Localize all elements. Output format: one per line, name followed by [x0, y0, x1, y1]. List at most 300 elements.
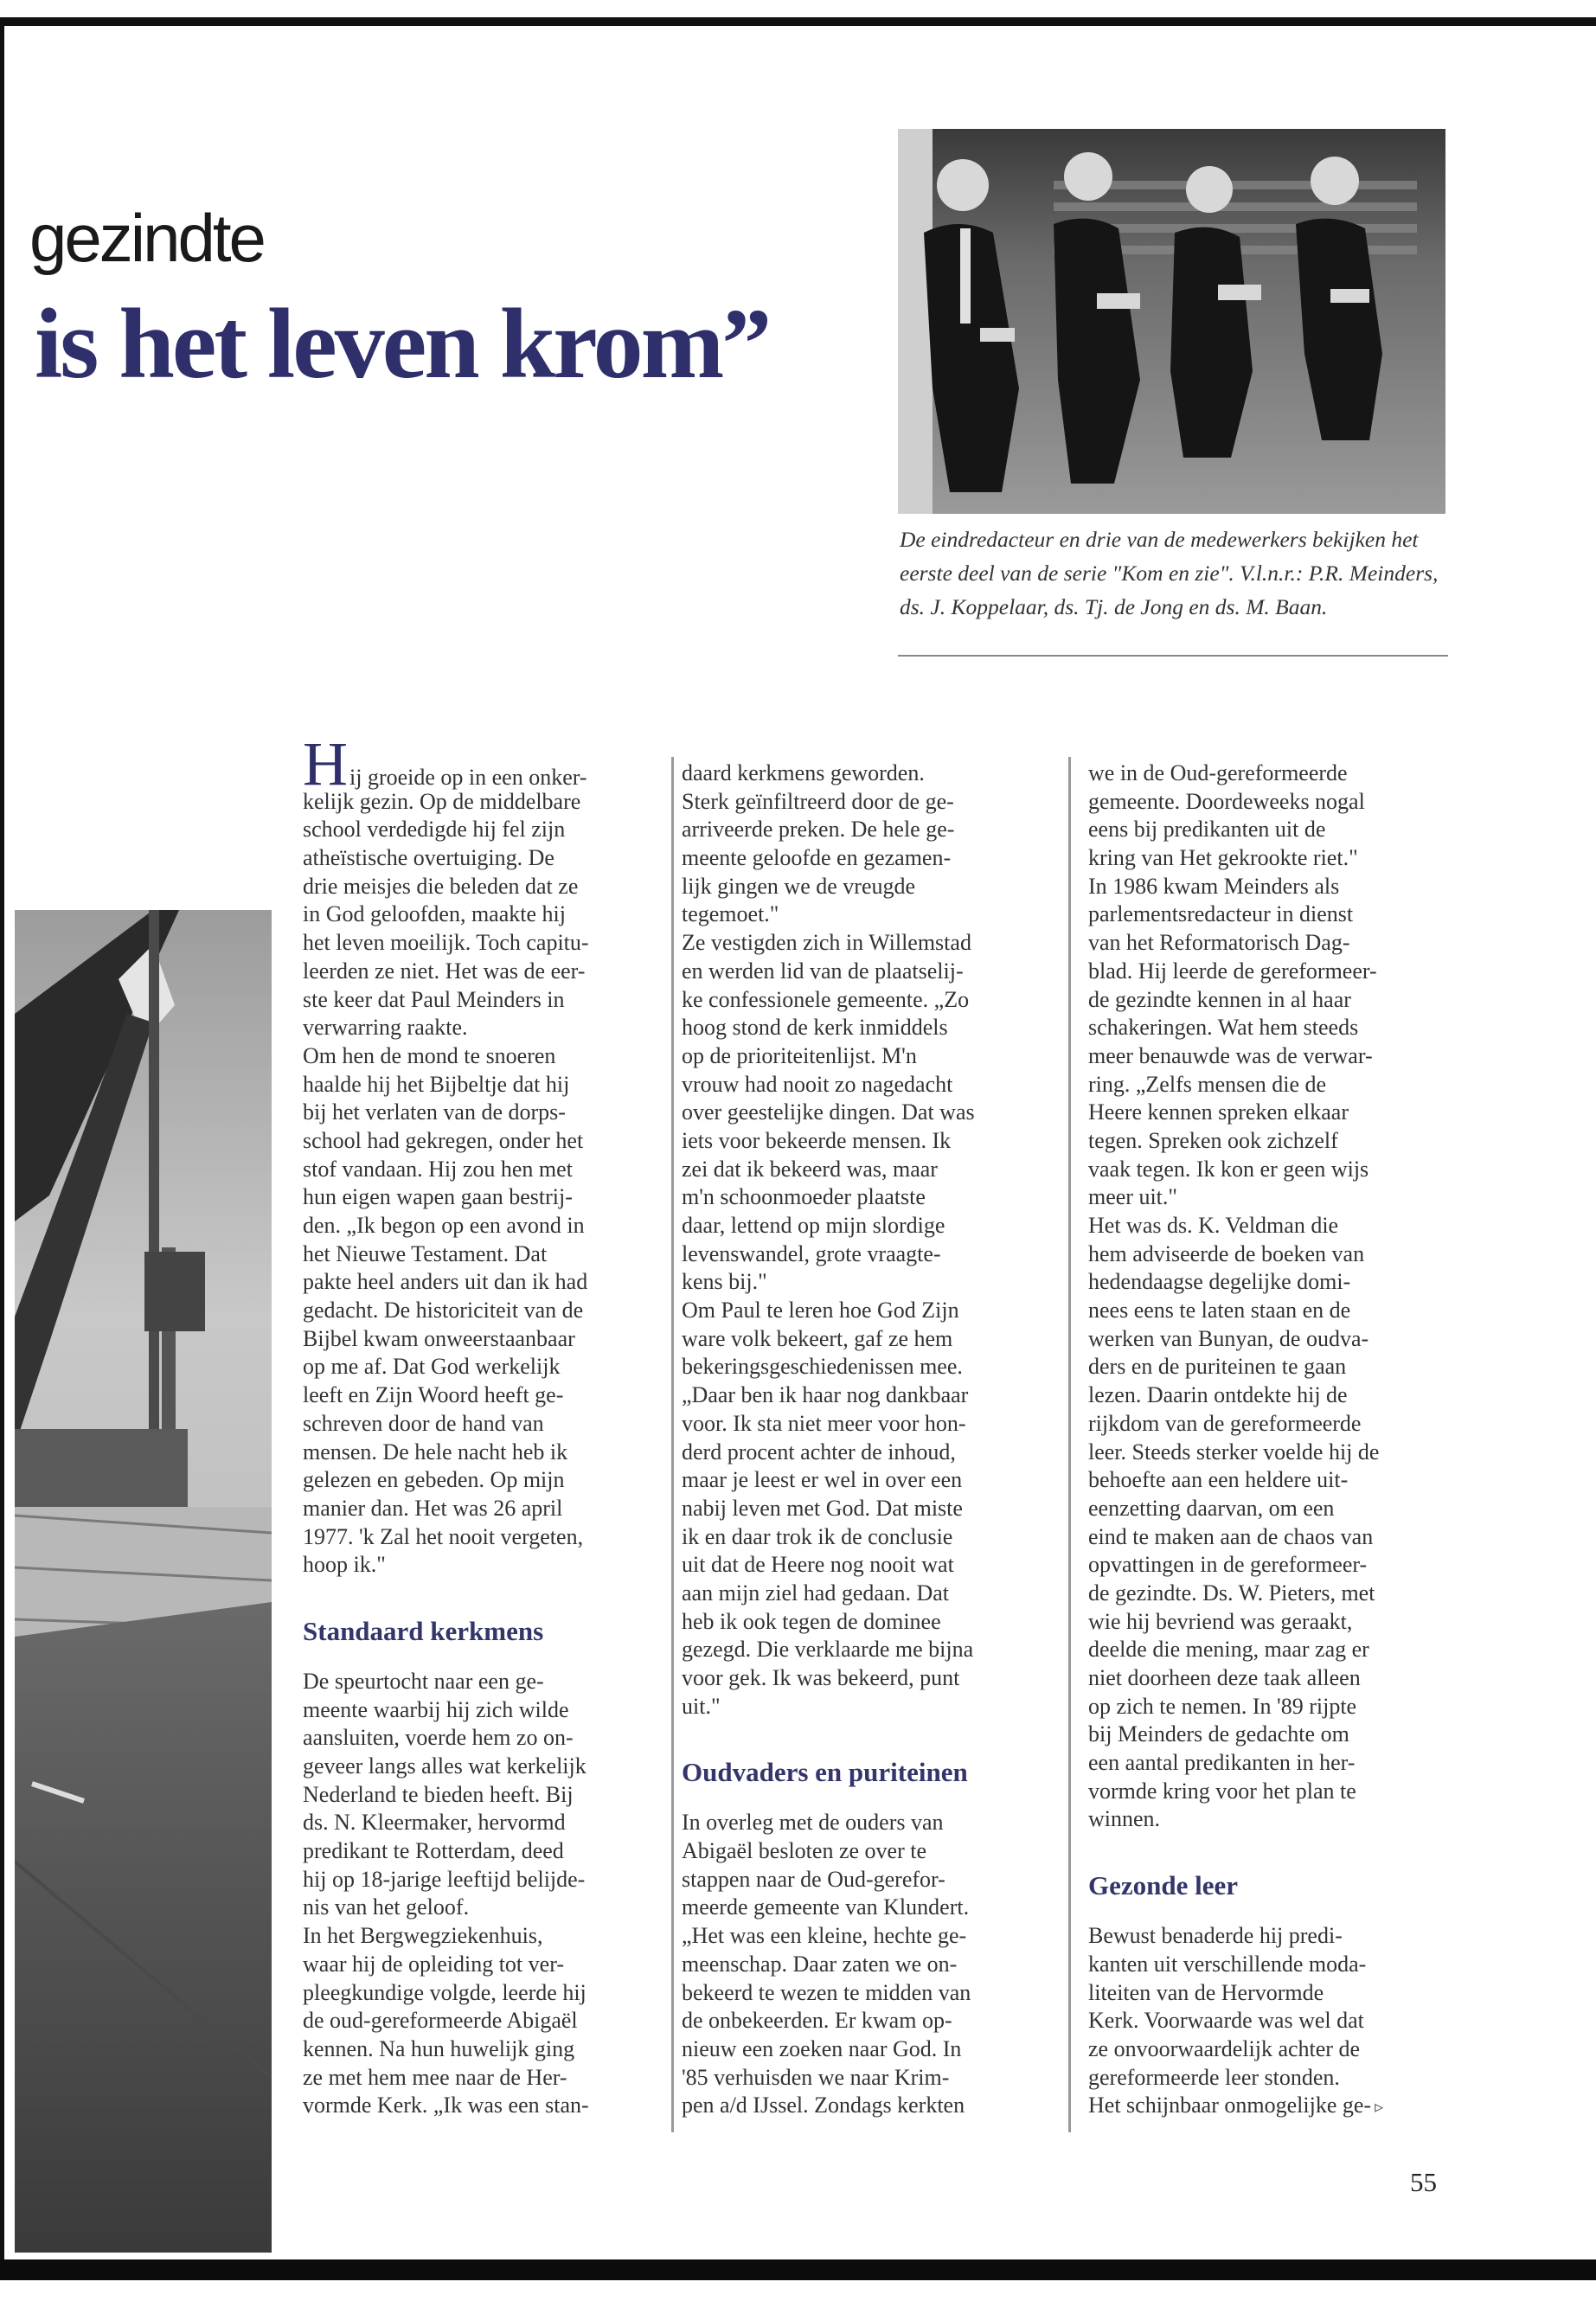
line-text: hij op 18-jarige leeftijd belijde- [303, 1866, 586, 1892]
text-line [1088, 1951, 1452, 1979]
text-line [1088, 2007, 1452, 2035]
line-text: De speurtocht naar een ge- [303, 1668, 544, 1694]
line-text: nis van het geloof. [303, 1894, 470, 1920]
line-text: daard kerkmens geworden. [682, 760, 925, 785]
line-text: zei dat ik bekeerd was, maar [682, 1156, 938, 1182]
line-text: ze met hem mee naar de Her- [303, 2064, 567, 2090]
text-line [303, 1439, 662, 1467]
line-text: 1977. 'k Zal het nooit vergeten, [303, 1523, 584, 1549]
line-text: ste keer dat Paul Meinders in [303, 986, 565, 1012]
text-line [682, 2035, 1049, 2064]
paragraph [303, 1922, 662, 2120]
line-text: In 1986 kwam Meinders als [1088, 873, 1340, 899]
text-line [682, 1979, 1049, 2008]
line-text: niet doorheen deze taak alleen [1088, 1665, 1361, 1690]
text-line [682, 1636, 1049, 1664]
text-line [682, 1268, 1049, 1297]
text-line [303, 1495, 662, 1523]
line-text: meer uit." [1088, 1184, 1178, 1210]
text-line [303, 1325, 662, 1354]
text-line [1088, 816, 1452, 844]
line-text: tegen. Spreken ook zichzelf [1088, 1127, 1338, 1153]
line-text: gezegd. Die verklaarde me bijna [682, 1637, 974, 1663]
line-text: aansluiten, voerde hem zo on- [303, 1725, 574, 1751]
section-heading: Gezonde leer [1088, 1870, 1239, 1901]
line-text: geveer langs alles wat kerkelijk [303, 1753, 586, 1779]
line-text: nees eens te laten staan en de [1088, 1298, 1351, 1324]
text-line [682, 1183, 1049, 1212]
text-line [682, 986, 1049, 1015]
line-text: drie meisjes die beleden dat ze [303, 873, 579, 899]
line-text: hoog stond de kerk inmiddels [682, 1015, 948, 1041]
text-line [682, 2007, 1049, 2035]
line-text: school had gekregen, onder het [303, 1127, 584, 1153]
text-line [682, 1410, 1049, 1439]
text-line [1088, 901, 1452, 929]
line-text: In het Bergwegziekenhuis, [303, 1923, 543, 1949]
line-text: haalde hij het Bijbeltje dat hij [303, 1071, 570, 1097]
line-text: aan mijn ziel had gedaan. Dat [682, 1580, 949, 1606]
text-line [682, 816, 1049, 844]
text-line [1088, 1608, 1452, 1637]
line-text: bekeerd te wezen te midden van [682, 1979, 971, 2005]
line-text: schakeringen. Wat hem steeds [1088, 1015, 1359, 1041]
line-text: iets voor bekeerde mensen. Ik [682, 1127, 952, 1153]
line-text: rijkdom van de gereformeerde [1088, 1410, 1362, 1436]
line-text: uit." [682, 1693, 721, 1719]
text-line [682, 1014, 1049, 1042]
line-text: ware volk bekeert, gaf ze hem [682, 1325, 953, 1351]
line-text: arriveerde preken. De hele ge- [682, 817, 955, 843]
text-line [682, 1580, 1049, 1608]
text-line [303, 2035, 662, 2064]
line-text: tegemoet." [682, 901, 779, 927]
line-text: mensen. De hele nacht heb ik [303, 1439, 568, 1465]
text-line [303, 1212, 662, 1240]
line-text: levenswandel, grote vraagte- [682, 1240, 941, 1266]
line-text: m'n schoonmoeder plaatste [682, 1184, 926, 1210]
line-text: leer. Steeds sterker voelde hij de [1088, 1439, 1380, 1465]
text-line [682, 1325, 1049, 1354]
line-text: lezen. Daarin ontdekte hij de [1088, 1382, 1348, 1408]
line-text: derd procent achter de inhoud, [682, 1439, 956, 1465]
line-text: uit dat de Heere nog nooit wat [682, 1552, 954, 1578]
line-text: Kerk. Voorwaarde was wel dat [1088, 2008, 1364, 2034]
line-text: we in de Oud-gereformeerde [1088, 760, 1348, 785]
text-line [303, 816, 662, 844]
text-line [1088, 1778, 1452, 1806]
text-line [1088, 958, 1452, 986]
line-text: parlementsredacteur in dienst [1088, 901, 1354, 927]
line-text: stof vandaan. Hij zou hen met [303, 1156, 573, 1182]
line-text: op de prioriteitenlijst. M'n [682, 1042, 917, 1068]
text-line [682, 2064, 1049, 2093]
column-divider [671, 757, 674, 2132]
text-line [1088, 844, 1452, 873]
line-text: behoefte aan een heldere uit- [1088, 1467, 1349, 1493]
line-text: op zich te nemen. In '89 rijpte [1088, 1693, 1357, 1719]
line-text: hem adviseerde de boeken van [1088, 1240, 1365, 1266]
page-number: 55 [1410, 2167, 1437, 2197]
line-text: heb ik ook tegen de dominee [682, 1608, 941, 1634]
text-line [682, 1693, 1049, 1721]
text-line [682, 1495, 1049, 1523]
text-line [1088, 986, 1452, 1015]
page-top-border [0, 17, 1596, 26]
text-line [303, 1551, 662, 1580]
text-line [682, 2092, 1049, 2120]
line-text: '85 verhuisden we naar Krim- [682, 2064, 950, 2090]
line-text: voor gek. Ik was bekeerd, punt [682, 1665, 960, 1690]
paragraph [682, 929, 1049, 1297]
text-line [682, 1951, 1049, 1979]
line-text: waar hij de opleiding tot ver- [303, 1951, 564, 1977]
line-text: hedendaagse degelijke domi- [1088, 1269, 1351, 1295]
text-line [303, 1979, 662, 2008]
line-text: eenzetting daarvan, om een [1088, 1495, 1335, 1521]
line-text: meente waarbij hij zich wilde [303, 1696, 569, 1722]
text-line [1088, 1381, 1452, 1410]
text-line [303, 2064, 662, 2093]
line-text: ders en de puriteinen te gaan [1088, 1354, 1347, 1380]
line-text: ik en daar trok ik de conclusie [682, 1523, 953, 1549]
line-text: In overleg met de ouders van [682, 1810, 944, 1836]
paragraph [303, 1042, 662, 1580]
line-text: in God geloofden, maakte hij [303, 901, 566, 927]
paragraph [303, 729, 662, 1042]
text-line [682, 873, 1049, 901]
line-text: Het was ds. K. Veldman die [1088, 1213, 1339, 1238]
headline-kicker: gezindte [29, 200, 264, 276]
text-line [303, 2092, 662, 2120]
text-line [682, 1523, 1049, 1552]
line-text: Bewust benaderde hij predi- [1088, 1923, 1343, 1949]
text-line [682, 1551, 1049, 1580]
text-line [303, 1781, 662, 1810]
line-text: lijk gingen we de vreugde [682, 873, 916, 899]
text-line [1088, 1523, 1452, 1552]
text-line [303, 1014, 662, 1042]
line-text: het Nieuwe Testament. Dat [303, 1240, 548, 1266]
line-text: leeft en Zijn Woord heeft ge- [303, 1382, 564, 1408]
text-line [682, 1439, 1049, 1467]
text-line [682, 1353, 1049, 1381]
line-text: manier dan. Het was 26 april [303, 1495, 563, 1521]
text-line [1088, 1240, 1452, 1269]
text-line [1088, 873, 1452, 901]
text-line [682, 1042, 1049, 1071]
text-line [1088, 2064, 1452, 2093]
paragraph [682, 1297, 1049, 1721]
text-line [303, 1866, 662, 1894]
line-text: nabij leven met God. Dat miste [682, 1495, 963, 1521]
drop-cap: H [303, 729, 348, 798]
line-text: kennen. Na hun huwelijk ging [303, 2035, 575, 2061]
text-line [1088, 1439, 1452, 1467]
line-text: leerden ze niet. Het was de eer- [303, 958, 586, 984]
line-text: kanten uit verschillende moda- [1088, 1951, 1367, 1977]
text-line [1088, 1721, 1452, 1749]
line-text: pakte heel anders uit dan ik had [303, 1269, 588, 1295]
article-column-1 [303, 729, 662, 2120]
text-line [682, 1156, 1049, 1184]
line-text: school verdedigde hij fel zijn [303, 817, 566, 843]
line-text: liteiten van de Hervormde [1088, 1979, 1324, 2005]
text-line [303, 1156, 662, 1184]
paragraph [682, 760, 1049, 929]
text-line [303, 1922, 662, 1951]
continue-arrow-icon: ▹ [1375, 2098, 1384, 2118]
line-text: „Het was een kleine, hechte ge- [682, 1923, 967, 1949]
text-line [303, 1837, 662, 1866]
text-line [682, 1664, 1049, 1693]
line-text: blad. Hij leerde de gereformeer- [1088, 958, 1377, 984]
text-line [1088, 1014, 1452, 1042]
line-text: kelijk gezin. Op de middelbare [303, 788, 581, 814]
text-line [682, 1071, 1049, 1099]
line-text: Nederland te bieden heeft. Bij [303, 1781, 574, 1807]
line-text: Bijbel kwam onweerstaanbaar [303, 1325, 575, 1351]
text-line [303, 1381, 662, 1410]
text-line [1088, 1922, 1452, 1951]
text-line [303, 2007, 662, 2035]
paragraph [1088, 1212, 1452, 1834]
text-line [1088, 1353, 1452, 1381]
line-text: meerde gemeente van Klundert. [682, 1894, 970, 1920]
text-line [303, 1042, 662, 1071]
text-line [1088, 1156, 1452, 1184]
line-text: Sterk geïnfiltreerd door de ge- [682, 788, 954, 814]
line-text: bij Meinders de gedachte om [1088, 1721, 1349, 1747]
paragraph [682, 1809, 1049, 2120]
text-line [1088, 1071, 1452, 1099]
line-text: eind te maken aan de chaos van [1088, 1523, 1374, 1549]
text-line [682, 901, 1049, 929]
text-line [682, 760, 1049, 788]
text-line [303, 844, 662, 873]
line-text: pen a/d IJssel. Zondags kerkten [682, 2093, 965, 2118]
paragraph [303, 1668, 662, 1922]
text-line [1088, 1268, 1452, 1297]
section-heading: Oudvaders en puriteinen [682, 1757, 968, 1788]
line-text: ds. N. Kleermaker, hervormd [303, 1810, 566, 1836]
text-line [1088, 1127, 1452, 1156]
paragraph [1088, 760, 1452, 873]
line-text: over geestelijke dingen. Dat was [682, 1099, 975, 1125]
text-line [1088, 2035, 1452, 2064]
line-text: gereformeerde leer stonden. [1088, 2064, 1340, 2090]
line-text: wie hij bevriend was geraakt, [1088, 1608, 1353, 1634]
line-text: gemeente. Doordeweeks nogal [1088, 788, 1365, 814]
line-text: kring van Het gekrookte riet." [1088, 845, 1358, 871]
text-line [682, 1240, 1049, 1269]
text-line [303, 1240, 662, 1269]
line-text: de onbekeerden. Er kwam op- [682, 2008, 952, 2034]
line-text: op me af. Dat God werkelijk [303, 1354, 561, 1380]
text-line [682, 1466, 1049, 1495]
line-text: vormde kring voor het plan te [1088, 1778, 1356, 1804]
line-text: vormde Kerk. „Ik was een stan- [303, 2093, 589, 2118]
line-text: eens bij predikanten uit de [1088, 817, 1326, 843]
bridge-photo [15, 910, 272, 2253]
text-line [303, 1951, 662, 1979]
line-text: schreven door de hand van [303, 1410, 544, 1436]
text-line [682, 788, 1049, 817]
line-text: ke confessionele gemeente. „Zo [682, 986, 970, 1012]
article-column-2 [682, 760, 1049, 2120]
text-line [303, 1297, 662, 1325]
text-line [303, 1183, 662, 1212]
line-text: den. „Ik begon op een avond in [303, 1213, 585, 1238]
line-text: de gezindte. Ds. W. Pieters, met [1088, 1580, 1375, 1606]
headline: is het leven krom” [35, 289, 770, 400]
text-line [303, 1127, 662, 1156]
line-text: meente geloofde en gezamen- [682, 845, 952, 871]
text-line [1088, 1495, 1452, 1523]
text-line [1088, 929, 1452, 958]
text-line [1088, 1551, 1452, 1580]
text-line [1088, 1325, 1452, 1354]
text-line [303, 1668, 662, 1696]
text-line [303, 729, 662, 798]
text-line [303, 1353, 662, 1381]
line-text: vrouw had nooit zo nagedacht [682, 1071, 953, 1097]
line-text: meer benauwde was de verwar- [1088, 1042, 1373, 1068]
text-line [303, 1894, 662, 1922]
photo-caption: De eindredacteur en drie van de medewerkers bekijken het eerste deel van de serie "Kom en zie". V.l.n.r.: P.R. Meinders, ds. J. Koppelaar, ds. Tj. de Jong en ds. M. Baan. [900, 527, 1439, 619]
line-text: hun eigen wapen gaan bestrij- [303, 1184, 573, 1210]
text-line [682, 929, 1049, 958]
text-line [682, 1809, 1049, 1837]
text-line [1088, 788, 1452, 817]
text-line [303, 958, 662, 986]
line-text: werken van Bunyan, de oudva- [1088, 1325, 1369, 1351]
article-column-3 [1088, 760, 1452, 2120]
text-line [1088, 1297, 1452, 1325]
text-line [303, 1724, 662, 1753]
text-line [1088, 1805, 1452, 1834]
text-line [303, 873, 662, 901]
text-line [1088, 1636, 1452, 1664]
text-line [303, 1523, 662, 1552]
line-text: predikant te Rotterdam, deed [303, 1838, 564, 1864]
text-line [303, 1268, 662, 1297]
text-line [303, 1696, 662, 1725]
line-text: voor. Ik sta niet meer voor hon- [682, 1410, 966, 1436]
text-line [1088, 1979, 1452, 2008]
text-line [682, 1922, 1049, 1951]
text-line [303, 986, 662, 1015]
text-line [1088, 1466, 1452, 1495]
page-left-border [0, 17, 4, 2275]
line-text: pleegkundige volgde, leerde hij [303, 1979, 586, 2005]
line-text: ij groeide op in een onker- [349, 765, 587, 790]
line-text: nieuw een zoeken naar God. In [682, 2035, 962, 2061]
text-line [303, 1410, 662, 1439]
line-text: opvattingen in de gereformeer- [1088, 1552, 1368, 1578]
line-text: winnen. [1088, 1806, 1161, 1832]
line-text: hoop ik." [303, 1552, 386, 1578]
text-line [303, 1466, 662, 1495]
text-line [682, 1212, 1049, 1240]
text-line [1088, 1212, 1452, 1240]
line-text: bekeringsgeschiedenissen mee. [682, 1354, 963, 1380]
text-line [303, 1071, 662, 1099]
text-line [1088, 1410, 1452, 1439]
text-line [682, 958, 1049, 986]
text-line [1088, 1099, 1452, 1127]
paragraph [1088, 1922, 1452, 2120]
line-text: ring. „Zelfs mensen die de [1088, 1071, 1327, 1097]
line-text: het leven moeilijk. Toch capitu- [303, 930, 589, 956]
text-line [303, 1753, 662, 1781]
line-text: meenschap. Daar zaten we on- [682, 1951, 958, 1977]
line-text: Abigaël besloten ze over te [682, 1838, 926, 1864]
text-line [682, 1837, 1049, 1866]
line-text: „Daar ben ik haar nog dankbaar [682, 1382, 969, 1408]
line-text: gelezen en gebeden. Op mijn [303, 1467, 565, 1493]
text-line [303, 1099, 662, 1127]
text-line [303, 1809, 662, 1837]
text-line [303, 929, 662, 958]
text-line [682, 1381, 1049, 1410]
line-text: van het Reformatorisch Dag- [1088, 930, 1350, 956]
line-text: atheïstische overtuiging. De [303, 845, 554, 871]
section-heading: Standaard kerkmens [303, 1615, 544, 1646]
line-text: daar, lettend op mijn slordige [682, 1213, 945, 1238]
line-text: Om Paul te leren hoe God Zijn [682, 1298, 959, 1324]
line-text: stappen naar de Oud-gerefor- [682, 1866, 945, 1892]
text-line [682, 1297, 1049, 1325]
line-text: Heere kennen spreken elkaar [1088, 1099, 1349, 1125]
line-text: deelde die mening, maar zag er [1088, 1637, 1369, 1663]
column-divider [1068, 757, 1071, 2132]
text-line [1088, 2092, 1452, 2120]
text-line [682, 1099, 1049, 1127]
line-text: de gezindte kennen in al haar [1088, 986, 1351, 1012]
line-text: ze onvoorwaardelijk achter de [1088, 2035, 1361, 2061]
text-line [303, 788, 662, 817]
line-text: kens bij." [682, 1269, 767, 1295]
line-text: Het schijnbaar onmogelijke ge- [1088, 2093, 1372, 2118]
line-text: de oud-gereformeerde Abigaël [303, 2008, 578, 2034]
line-text: een aantal predikanten in her- [1088, 1750, 1356, 1776]
text-line [682, 1866, 1049, 1894]
page-bottom-border [0, 2259, 1596, 2280]
line-text: vaak tegen. Ik kon er geen wijs [1088, 1156, 1369, 1182]
line-text: gedacht. De historiciteit van de [303, 1298, 584, 1324]
text-line [1088, 1580, 1452, 1608]
text-line [1088, 1693, 1452, 1721]
text-line [303, 901, 662, 929]
paragraph [1088, 873, 1452, 1212]
line-text: en werden lid van de plaatselij- [682, 958, 964, 984]
text-line [1088, 1664, 1452, 1693]
text-line [1088, 760, 1452, 788]
text-line [682, 1608, 1049, 1637]
caption-rule [898, 655, 1448, 657]
line-text: verwarring raakte. [303, 1015, 468, 1041]
text-line [682, 1127, 1049, 1156]
line-text: Om hen de mond te snoeren [303, 1042, 556, 1068]
line-text: bij het verlaten van de dorps- [303, 1099, 566, 1125]
text-line [1088, 1183, 1452, 1212]
line-text: maar je leest er wel in over een [682, 1467, 963, 1493]
text-line [682, 1894, 1049, 1922]
text-line [682, 844, 1049, 873]
group-photo [898, 129, 1445, 514]
line-text: Ze vestigden zich in Willemstad [682, 930, 971, 956]
